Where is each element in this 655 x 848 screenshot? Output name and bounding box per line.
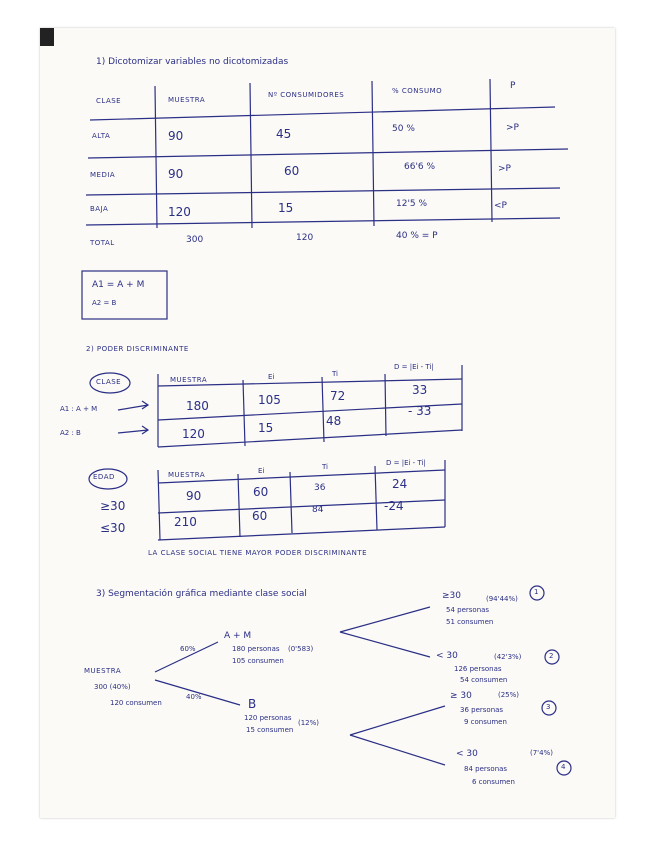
section2-title: 2) PODER DISCRIMINANTE <box>86 345 189 353</box>
s1-row2-consumidores: 60 <box>284 164 300 178</box>
edad-row1-ei: 60 <box>253 485 269 499</box>
leaf4-number: 4 <box>561 763 566 771</box>
box-line2: A2 = B <box>92 299 117 307</box>
leaf4-consumen: 6 consumen <box>472 778 515 786</box>
s1-row1-consumo: 50 % <box>392 124 415 134</box>
s1-row2-consumo: 66'6 % <box>404 162 436 172</box>
leaf2-number: 2 <box>549 652 554 660</box>
edad-row2-ti: 84 <box>312 505 324 515</box>
leaf1-label: ≥30 <box>442 591 461 601</box>
node-am-label: A + M <box>224 631 252 641</box>
edad-row1-label: ≥30 <box>100 499 126 513</box>
section3-title: 3) Segmentación gráfica mediante clase social <box>96 589 307 599</box>
s1-header-p: P <box>510 81 516 91</box>
s1-row1-consumidores: 45 <box>276 127 292 141</box>
s1-row3-consumo: 12'5 % <box>396 199 428 209</box>
node-b-pct: (12%) <box>298 719 320 727</box>
s1-row3-p: <P <box>494 201 507 211</box>
clase-row2-ei: 15 <box>258 421 274 435</box>
clase-row1-label: A1 : A + M <box>60 405 98 413</box>
clase-row1-ei: 105 <box>258 393 281 407</box>
node-b-label: B <box>248 697 257 711</box>
root-consumen: 120 consumen <box>110 699 162 707</box>
node-am-personas: 180 personas <box>232 645 280 653</box>
edad-row2-d: -24 <box>384 499 404 513</box>
edad-row2-muestra: 210 <box>174 515 197 529</box>
edad-row1-ti: 36 <box>314 483 326 493</box>
branch-pct-bottom: 40% <box>186 693 202 701</box>
leaf1-number: 1 <box>534 588 539 596</box>
section1-title: 1) Dicotomizar variables no dicotomizadas <box>96 57 289 67</box>
leaf4-pct: (7'4%) <box>530 749 553 757</box>
s1-row1-muestra: 90 <box>168 129 184 143</box>
leaf2-consumen: 54 consumen <box>460 676 508 684</box>
clase-row2-d: - 33 <box>408 404 432 418</box>
leaf2-label: < 30 <box>436 651 458 661</box>
box-line1: A1 = A + M <box>92 280 145 290</box>
branch-pct-top: 60% <box>180 645 196 653</box>
root-total: 300 (40%) <box>94 683 131 691</box>
s1-header-muestra: MUESTRA <box>168 96 206 104</box>
s1-total-muestra: 300 <box>186 235 204 245</box>
leaf3-label: ≥ 30 <box>450 691 472 701</box>
s1-total-consumidores: 120 <box>296 233 314 243</box>
clase-row2-ti: 48 <box>326 414 342 428</box>
node-b-personas: 120 personas <box>244 714 292 722</box>
leaf4-label: < 30 <box>456 749 478 759</box>
s1-total-label: TOTAL <box>90 239 115 247</box>
edad-header-d: D = |Ei - Ti| <box>386 459 426 467</box>
edad-label: EDAD <box>93 473 115 481</box>
leaf3-personas: 36 personas <box>460 706 504 714</box>
clase-header-ei: Ei <box>268 373 275 381</box>
clase-label: CLASE <box>96 378 122 386</box>
s1-row1-clase: ALTA <box>92 132 111 140</box>
clase-row1-muestra: 180 <box>186 399 209 413</box>
root-muestra: MUESTRA <box>84 667 122 675</box>
leaf1-consumen: 51 consumen <box>446 618 494 626</box>
leaf4-personas: 84 personas <box>464 765 508 773</box>
leaf3-number: 3 <box>546 703 551 711</box>
s1-row1-p: >P <box>506 123 519 133</box>
edad-row2-label: ≤30 <box>100 521 126 535</box>
node-am-consumen: 105 consumen <box>232 657 284 665</box>
leaf1-pct: (94'44%) <box>486 595 518 603</box>
clase-row2-label: A2 : B <box>60 429 81 437</box>
clase-row1-d: 33 <box>412 383 428 397</box>
edad-header-ei: Ei <box>258 467 265 475</box>
clase-row2-muestra: 120 <box>182 427 205 441</box>
clase-header-d: D = |Ei - Ti| <box>394 363 434 371</box>
node-b-consumen: 15 consumen <box>246 726 294 734</box>
s1-row3-clase: BAJA <box>90 205 109 213</box>
s1-row3-consumidores: 15 <box>278 201 294 215</box>
edad-row1-d: 24 <box>392 477 408 491</box>
s1-row2-p: >P <box>498 164 511 174</box>
s1-row3-muestra: 120 <box>168 205 191 219</box>
edad-header-ti: Ti <box>322 463 329 471</box>
leaf3-consumen: 9 consumen <box>464 718 507 726</box>
clase-header-ti: Ti <box>332 370 339 378</box>
leaf3-pct: (25%) <box>498 691 520 699</box>
edad-row2-ei: 60 <box>252 509 268 523</box>
clase-row1-ti: 72 <box>330 389 346 403</box>
s1-row2-muestra: 90 <box>168 167 184 181</box>
s1-total-p: 40 % = P <box>396 231 438 241</box>
leaf2-pct: (42'3%) <box>494 653 522 661</box>
edad-row1-muestra: 90 <box>186 489 202 503</box>
s1-header-consumidores: Nº CONSUMIDORES <box>268 91 345 99</box>
leaf1-personas: 54 personas <box>446 606 490 614</box>
section2-conclusion: LA CLASE SOCIAL TIENE MAYOR PODER DISCRIMINANTE <box>148 549 368 557</box>
s1-row2-clase: MEDIA <box>90 171 116 179</box>
node-am-pct: (0'583) <box>288 645 314 653</box>
s1-header-clase: CLASE <box>96 97 122 105</box>
clase-header-muestra: MUESTRA <box>170 376 208 384</box>
edad-header-muestra: MUESTRA <box>168 471 206 479</box>
leaf2-personas: 126 personas <box>454 665 502 673</box>
s1-header-consumo: % CONSUMO <box>392 87 443 95</box>
